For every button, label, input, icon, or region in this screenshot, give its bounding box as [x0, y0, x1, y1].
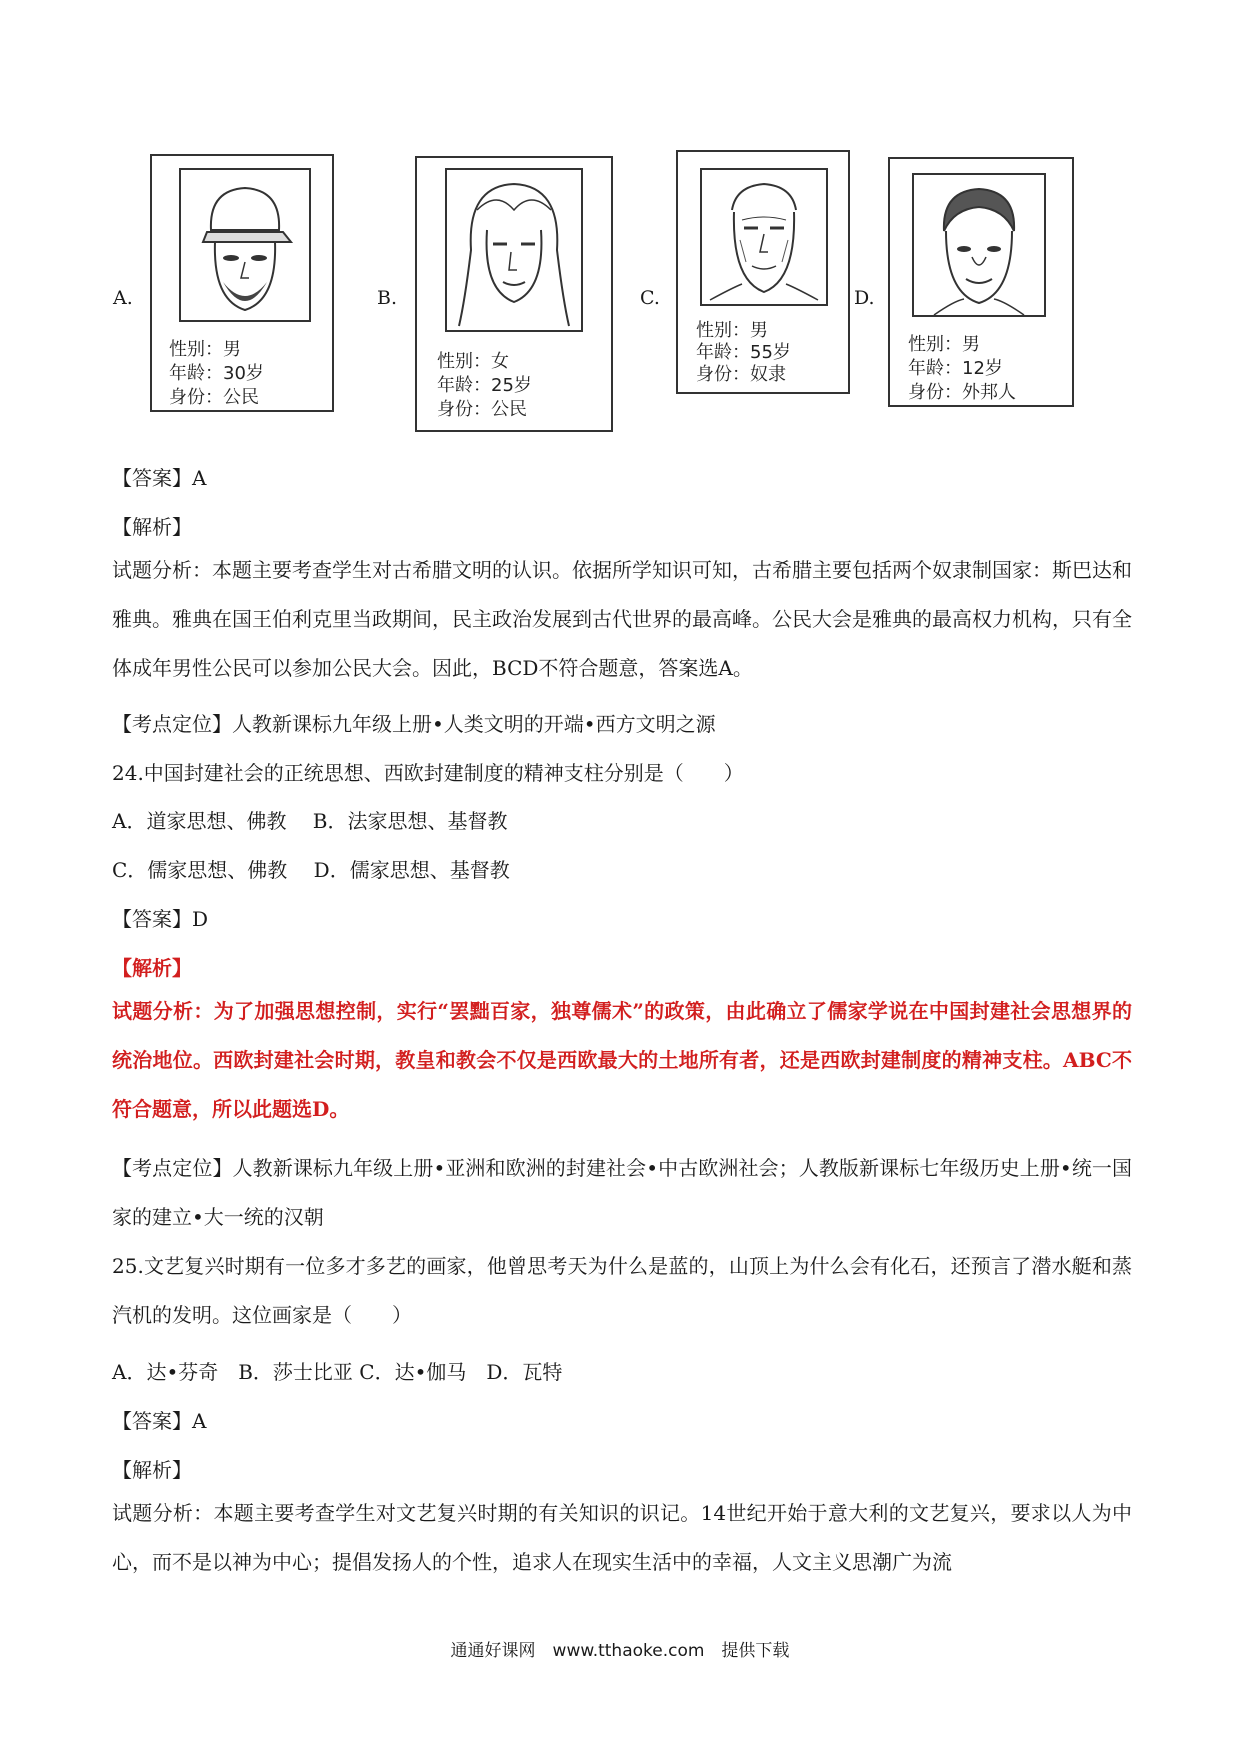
id-card-a	[150, 154, 334, 412]
q23-locate: 【考点定位】人教新课标九年级上册•人类文明的开端•西方文明之源	[112, 712, 716, 736]
card-d-identity: 身份：外邦人	[908, 382, 1016, 403]
q25-options: A．达•芬奇 B．莎士比亚 C．达•伽马 D．瓦特	[112, 1360, 563, 1384]
q25-analysis: 试题分析：本题主要考查学生对文艺复兴时期的有关知识的识记。14世纪开始于意大利的文艺复兴，要求以人为中心，而不是以神为中心；提倡发扬人的个性，追求人在现实生活中的幸福，人文主义思潮广为流	[112, 1501, 1132, 1574]
card-a-identity: 身份：公民	[169, 387, 259, 408]
q24-locate: 【考点定位】人教新课标九年级上册•亚洲和欧洲的封建社会•中古欧洲社会；人教版新课标七年级历史上册•统一国家的建立•大一统的汉朝	[112, 1156, 1132, 1229]
card-c-age: 年龄：55岁	[696, 342, 791, 363]
q25-answer: 【答案】A	[112, 1409, 207, 1433]
card-b-age: 年龄：25岁	[437, 375, 532, 396]
option-a-letter: A.	[113, 287, 133, 309]
card-a-age: 年龄：30岁	[169, 363, 264, 384]
card-c-identity: 身份：奴隶	[696, 364, 786, 385]
option-d-letter: D.	[854, 287, 875, 309]
portrait-c	[700, 168, 828, 306]
id-card-b	[415, 156, 613, 432]
option-b-letter: B.	[377, 287, 398, 309]
q23-answer: 【答案】A	[112, 466, 207, 490]
q23-analysis: 试题分析：本题主要考查学生对古希腊文明的认识。依据所学知识可知，古希腊主要包括两个奴隶制国家：斯巴达和雅典。雅典在国王伯利克里当政期间，民主政治发展到古代世界的最高峰。公民大会是雅典的最高权力机构，只有全体成年男性公民可以参加公民大会。因此，BCD不符合题意，答案选A。	[112, 558, 1132, 680]
q23-analysis-title: 【解析】	[112, 515, 192, 539]
portrait-a	[179, 168, 311, 322]
q24-options-row2: C．儒家思想、佛教 D．儒家思想、基督教	[112, 858, 510, 882]
q25-question: 25.文艺复兴时期有一位多才多艺的画家，他曾思考天为什么是蓝的，山顶上为什么会有化石，还预言了潜水艇和蒸汽机的发明。这位画家是（ ）	[112, 1254, 1132, 1327]
page-footer: 通通好课网 www.tthaoke.com 提供下载	[450, 1641, 790, 1661]
card-b-identity: 身份：公民	[437, 399, 527, 420]
card-a-gender: 性别：男	[169, 339, 241, 360]
q24-answer: 【答案】D	[112, 907, 209, 931]
portrait-d	[912, 173, 1046, 317]
portrait-b	[445, 168, 583, 332]
q24-analysis-title: 【解析】	[112, 956, 192, 980]
card-d-gender: 性别：男	[908, 334, 980, 355]
q24-options-row1: A．道家思想、佛教 B．法家思想、基督教	[112, 809, 508, 833]
q24-question: 24.中国封建社会的正统思想、西欧封建制度的精神支柱分别是（ ）	[112, 761, 744, 785]
id-card-d	[888, 157, 1074, 407]
option-c-letter: C.	[640, 287, 660, 309]
q24-analysis: 试题分析：为了加强思想控制，实行“罢黜百家，独尊儒术”的政策，由此确立了儒家学说在中国封建社会思想界的统治地位。西欧封建社会时期，教皇和教会不仅是西欧最大的土地所有者，还是西欧封建制度的精神支柱。ABC不符合题意，所以此题选D。	[112, 999, 1132, 1121]
id-card-c	[676, 150, 850, 394]
card-b-gender: 性别：女	[437, 351, 509, 372]
card-c-gender: 性别：男	[696, 320, 768, 341]
q25-analysis-title: 【解析】	[112, 1458, 192, 1482]
card-d-age: 年龄：12岁	[908, 358, 1003, 379]
